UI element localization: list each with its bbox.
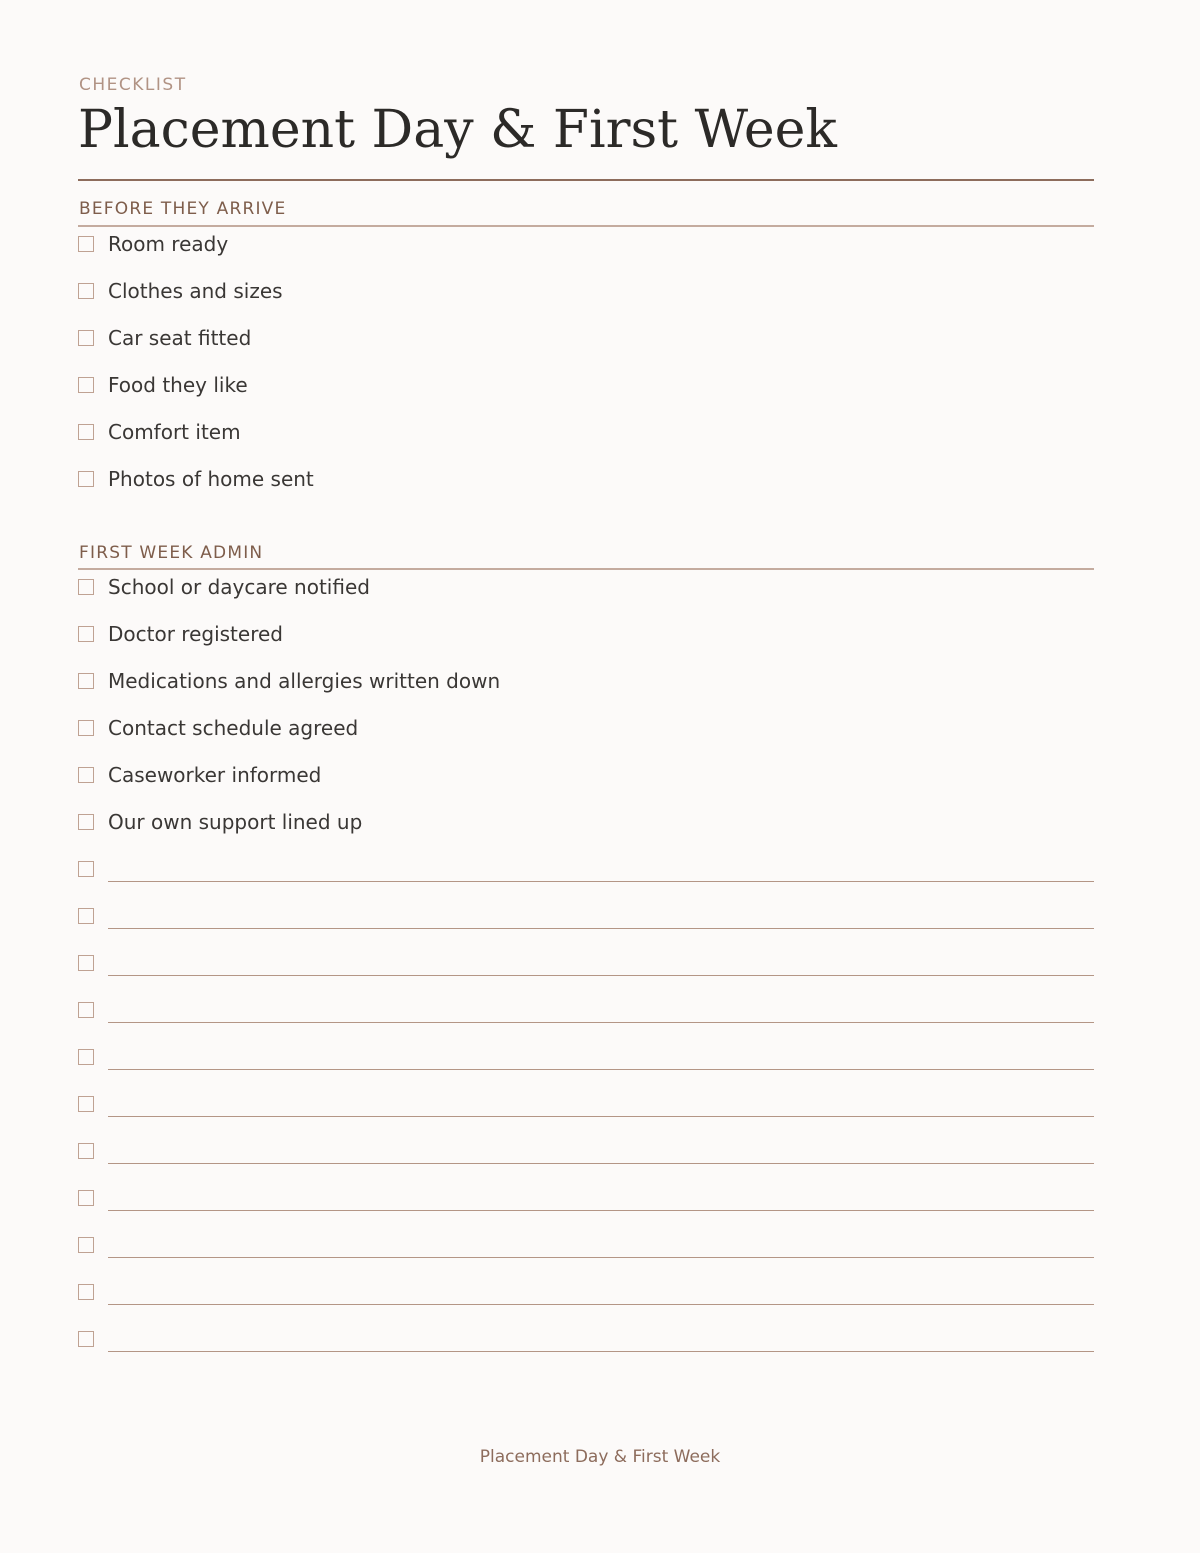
checklist-item-label: Doctor registered <box>108 622 283 646</box>
checklist-item-label: Room ready <box>108 232 229 256</box>
checkbox[interactable] <box>78 767 94 783</box>
blank-checklist-item <box>78 1186 1094 1212</box>
checklist-item <box>78 373 1094 399</box>
blank-checklist-item <box>78 857 1094 883</box>
checkbox[interactable] <box>78 1190 94 1206</box>
checklist-item <box>78 716 1094 742</box>
checkbox[interactable] <box>78 955 94 971</box>
write-in-line[interactable] <box>108 1022 1094 1023</box>
checkbox[interactable] <box>78 1096 94 1112</box>
checkbox[interactable] <box>78 1143 94 1159</box>
checklist-item <box>78 232 1094 258</box>
checkbox[interactable] <box>78 814 94 830</box>
checkbox[interactable] <box>78 1049 94 1065</box>
checklist-item-label: Medications and allergies written down <box>108 669 501 693</box>
page-title: Placement Day & First Week <box>78 100 837 160</box>
checklist-item-label: Contact schedule agreed <box>108 716 359 740</box>
checkbox[interactable] <box>78 1331 94 1347</box>
checklist-item <box>78 279 1094 305</box>
blank-checklist-item <box>78 998 1094 1024</box>
checkbox[interactable] <box>78 236 94 252</box>
section-heading-first-week-admin: FIRST WEEK ADMIN <box>79 543 264 563</box>
blank-checklist-item <box>78 1045 1094 1071</box>
checkbox[interactable] <box>78 471 94 487</box>
write-in-line[interactable] <box>108 1351 1094 1352</box>
write-in-line[interactable] <box>108 881 1094 882</box>
write-in-line[interactable] <box>108 1304 1094 1305</box>
checklist-item <box>78 467 1094 493</box>
write-in-line[interactable] <box>108 1257 1094 1258</box>
write-in-line[interactable] <box>108 928 1094 929</box>
checklist-item-label: School or daycare notified <box>108 575 370 599</box>
checkbox[interactable] <box>78 424 94 440</box>
title-divider <box>78 179 1094 181</box>
blank-checklist-item <box>78 1233 1094 1259</box>
checkbox[interactable] <box>78 1237 94 1253</box>
checkbox[interactable] <box>78 908 94 924</box>
blank-checklist-item <box>78 1327 1094 1353</box>
checklist-item-label: Clothes and sizes <box>108 279 283 303</box>
checklist-item <box>78 326 1094 352</box>
checklist-item <box>78 669 1094 695</box>
checklist-item-label: Photos of home sent <box>108 467 314 491</box>
section-divider <box>78 225 1094 227</box>
checklist-item-label: Food they like <box>108 373 248 397</box>
write-in-line[interactable] <box>108 1116 1094 1117</box>
write-in-line[interactable] <box>108 1163 1094 1164</box>
write-in-line[interactable] <box>108 975 1094 976</box>
checkbox[interactable] <box>78 377 94 393</box>
eyebrow-label: CHECKLIST <box>79 75 187 95</box>
blank-checklist-item <box>78 951 1094 977</box>
checklist-item <box>78 763 1094 789</box>
write-in-line[interactable] <box>108 1069 1094 1070</box>
checkbox[interactable] <box>78 579 94 595</box>
blank-checklist-item <box>78 1139 1094 1165</box>
checklist-item-label: Comfort item <box>108 420 241 444</box>
checkbox[interactable] <box>78 861 94 877</box>
checklist-item-label: Our own support lined up <box>108 810 363 834</box>
checkbox[interactable] <box>78 1002 94 1018</box>
checkbox[interactable] <box>78 720 94 736</box>
checkbox[interactable] <box>78 673 94 689</box>
checklist-item <box>78 622 1094 648</box>
checklist-item <box>78 810 1094 836</box>
section-heading-before-they-arrive: BEFORE THEY ARRIVE <box>79 199 287 219</box>
checklist-item-label: Car seat fitted <box>108 326 252 350</box>
blank-checklist-item <box>78 1092 1094 1118</box>
blank-checklist-item <box>78 904 1094 930</box>
checklist-item <box>78 420 1094 446</box>
checklist-item-label: Caseworker informed <box>108 763 322 787</box>
checkbox[interactable] <box>78 283 94 299</box>
blank-checklist-item <box>78 1280 1094 1306</box>
write-in-line[interactable] <box>108 1210 1094 1211</box>
section-divider <box>78 568 1094 570</box>
checkbox[interactable] <box>78 626 94 642</box>
page-footer: Placement Day & First Week <box>479 1447 721 1467</box>
checkbox[interactable] <box>78 330 94 346</box>
checkbox[interactable] <box>78 1284 94 1300</box>
checklist-item <box>78 575 1094 601</box>
